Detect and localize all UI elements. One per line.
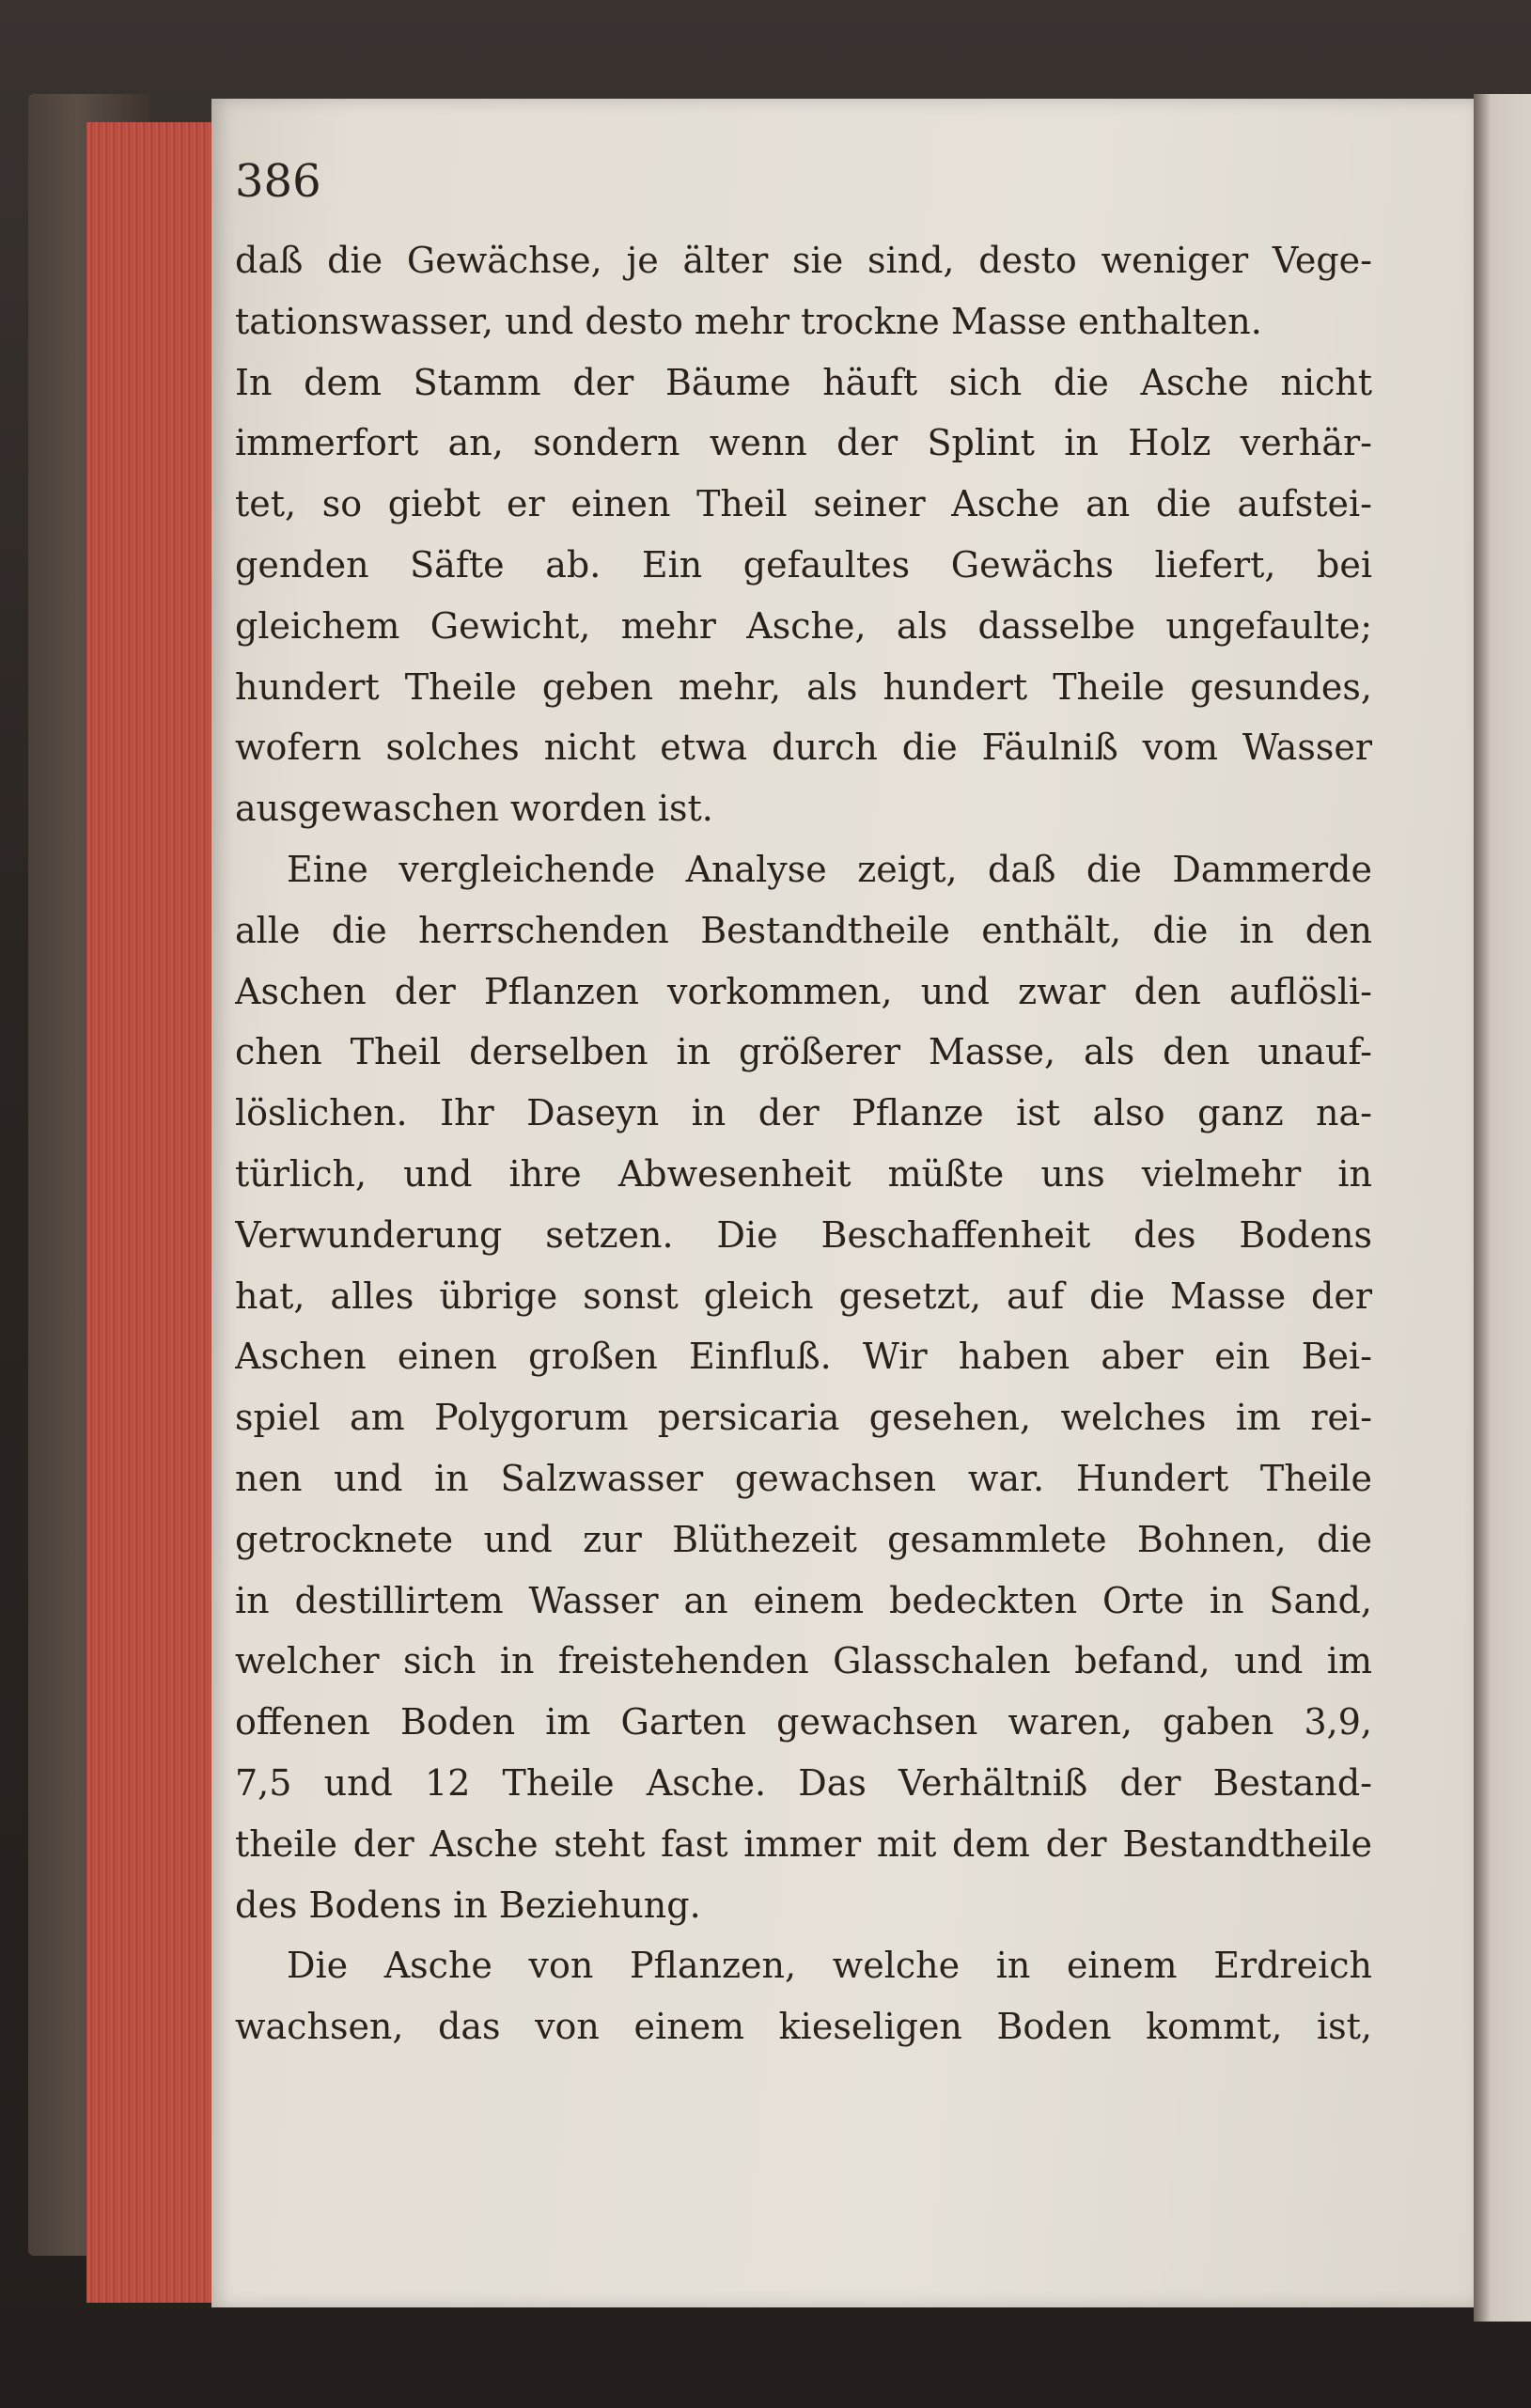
text-line: genden Säfte ab. Ein gefaultes Gewächs liefert, bei (235, 543, 1372, 586)
text-line: chen Theil derselben in größerer Masse, als den unauf- (235, 1031, 1372, 1073)
page-text (235, 230, 1372, 2057)
text-line: spiel am Polygorum persicaria gesehen, welches im rei- (235, 1397, 1372, 1439)
red-page-edges (86, 122, 218, 2303)
text-line: getrocknete und zur Blüthezeit gesammlete Bohnen, die (235, 1518, 1372, 1560)
text-line: tet, so giebt er einen Theil seiner Asche an die aufstei- (235, 483, 1372, 525)
text-line: immerfort an, sondern wenn der Splint in Holz verhär- (235, 422, 1372, 464)
text-line: offenen Boden im Garten gewachsen waren, gaben 3,9, (235, 1701, 1372, 1743)
text-line: wofern solches nicht etwa durch die Fäulniß vom Wasser (235, 727, 1372, 769)
text-line: Aschen der Pflanzen vorkommen, und zwar den auflösli- (235, 970, 1372, 1012)
text-line: welcher sich in freistehenden Glasschalen befand, und im (235, 1640, 1372, 1682)
text-line: in destillirtem Wasser an einem bedeckten Orte in Sand, (235, 1579, 1372, 1621)
text-line: tationswasser, und desto mehr trockne Masse enthalten. (235, 300, 1262, 342)
text-line: des Bodens in Beziehung. (235, 1884, 701, 1926)
text-line: hundert Theile geben mehr, als hundert Theile gesundes, (235, 665, 1372, 708)
text-line: In dem Stamm der Bäume häuft sich die Asche nicht (235, 361, 1372, 403)
text-line: theile der Asche steht fast immer mit dem der Bestandtheile (235, 1822, 1372, 1865)
text-line: ausgewaschen worden ist. (235, 788, 713, 830)
text-line: Die Asche von Pflanzen, welche in einem Erdreich (287, 1945, 1372, 1987)
text-line: türlich, und ihre Abwesenheit müßte uns vielmehr in (235, 1152, 1372, 1195)
text-line: hat, alles übrige sonst gleich gesetzt, auf die Masse der (235, 1274, 1372, 1317)
text-line: alle die herrschenden Bestandtheile enthält, die in den (235, 909, 1372, 951)
text-line: löslichen. Ihr Daseyn in der Pflanze ist also ganz na- (235, 1092, 1372, 1134)
text-line: Eine vergleichende Analyse zeigt, daß die Dammerde (287, 848, 1372, 890)
text-line: Aschen einen großen Einfluß. Wir haben aber ein Bei- (235, 1336, 1372, 1378)
text-line: daß die Gewächse, je älter sie sind, desto weniger Vege- (235, 240, 1372, 281)
text-line: gleichem Gewicht, mehr Asche, als dasselbe ungefaulte; (235, 604, 1372, 647)
text-line: nen und in Salzwasser gewachsen war. Hundert Theile (235, 1457, 1372, 1499)
page-number: 386 (235, 155, 321, 208)
facing-page-edge (1474, 94, 1531, 2322)
text-line: 7,5 und 12 Theile Asche. Das Verhältniß der Bestand- (235, 1761, 1372, 1804)
text-line: Verwunderung setzen. Die Beschaffenheit des Bodens (235, 1213, 1372, 1256)
text-line: wachsen, das von einem kieseligen Boden kommt, ist, (235, 2006, 1372, 2048)
